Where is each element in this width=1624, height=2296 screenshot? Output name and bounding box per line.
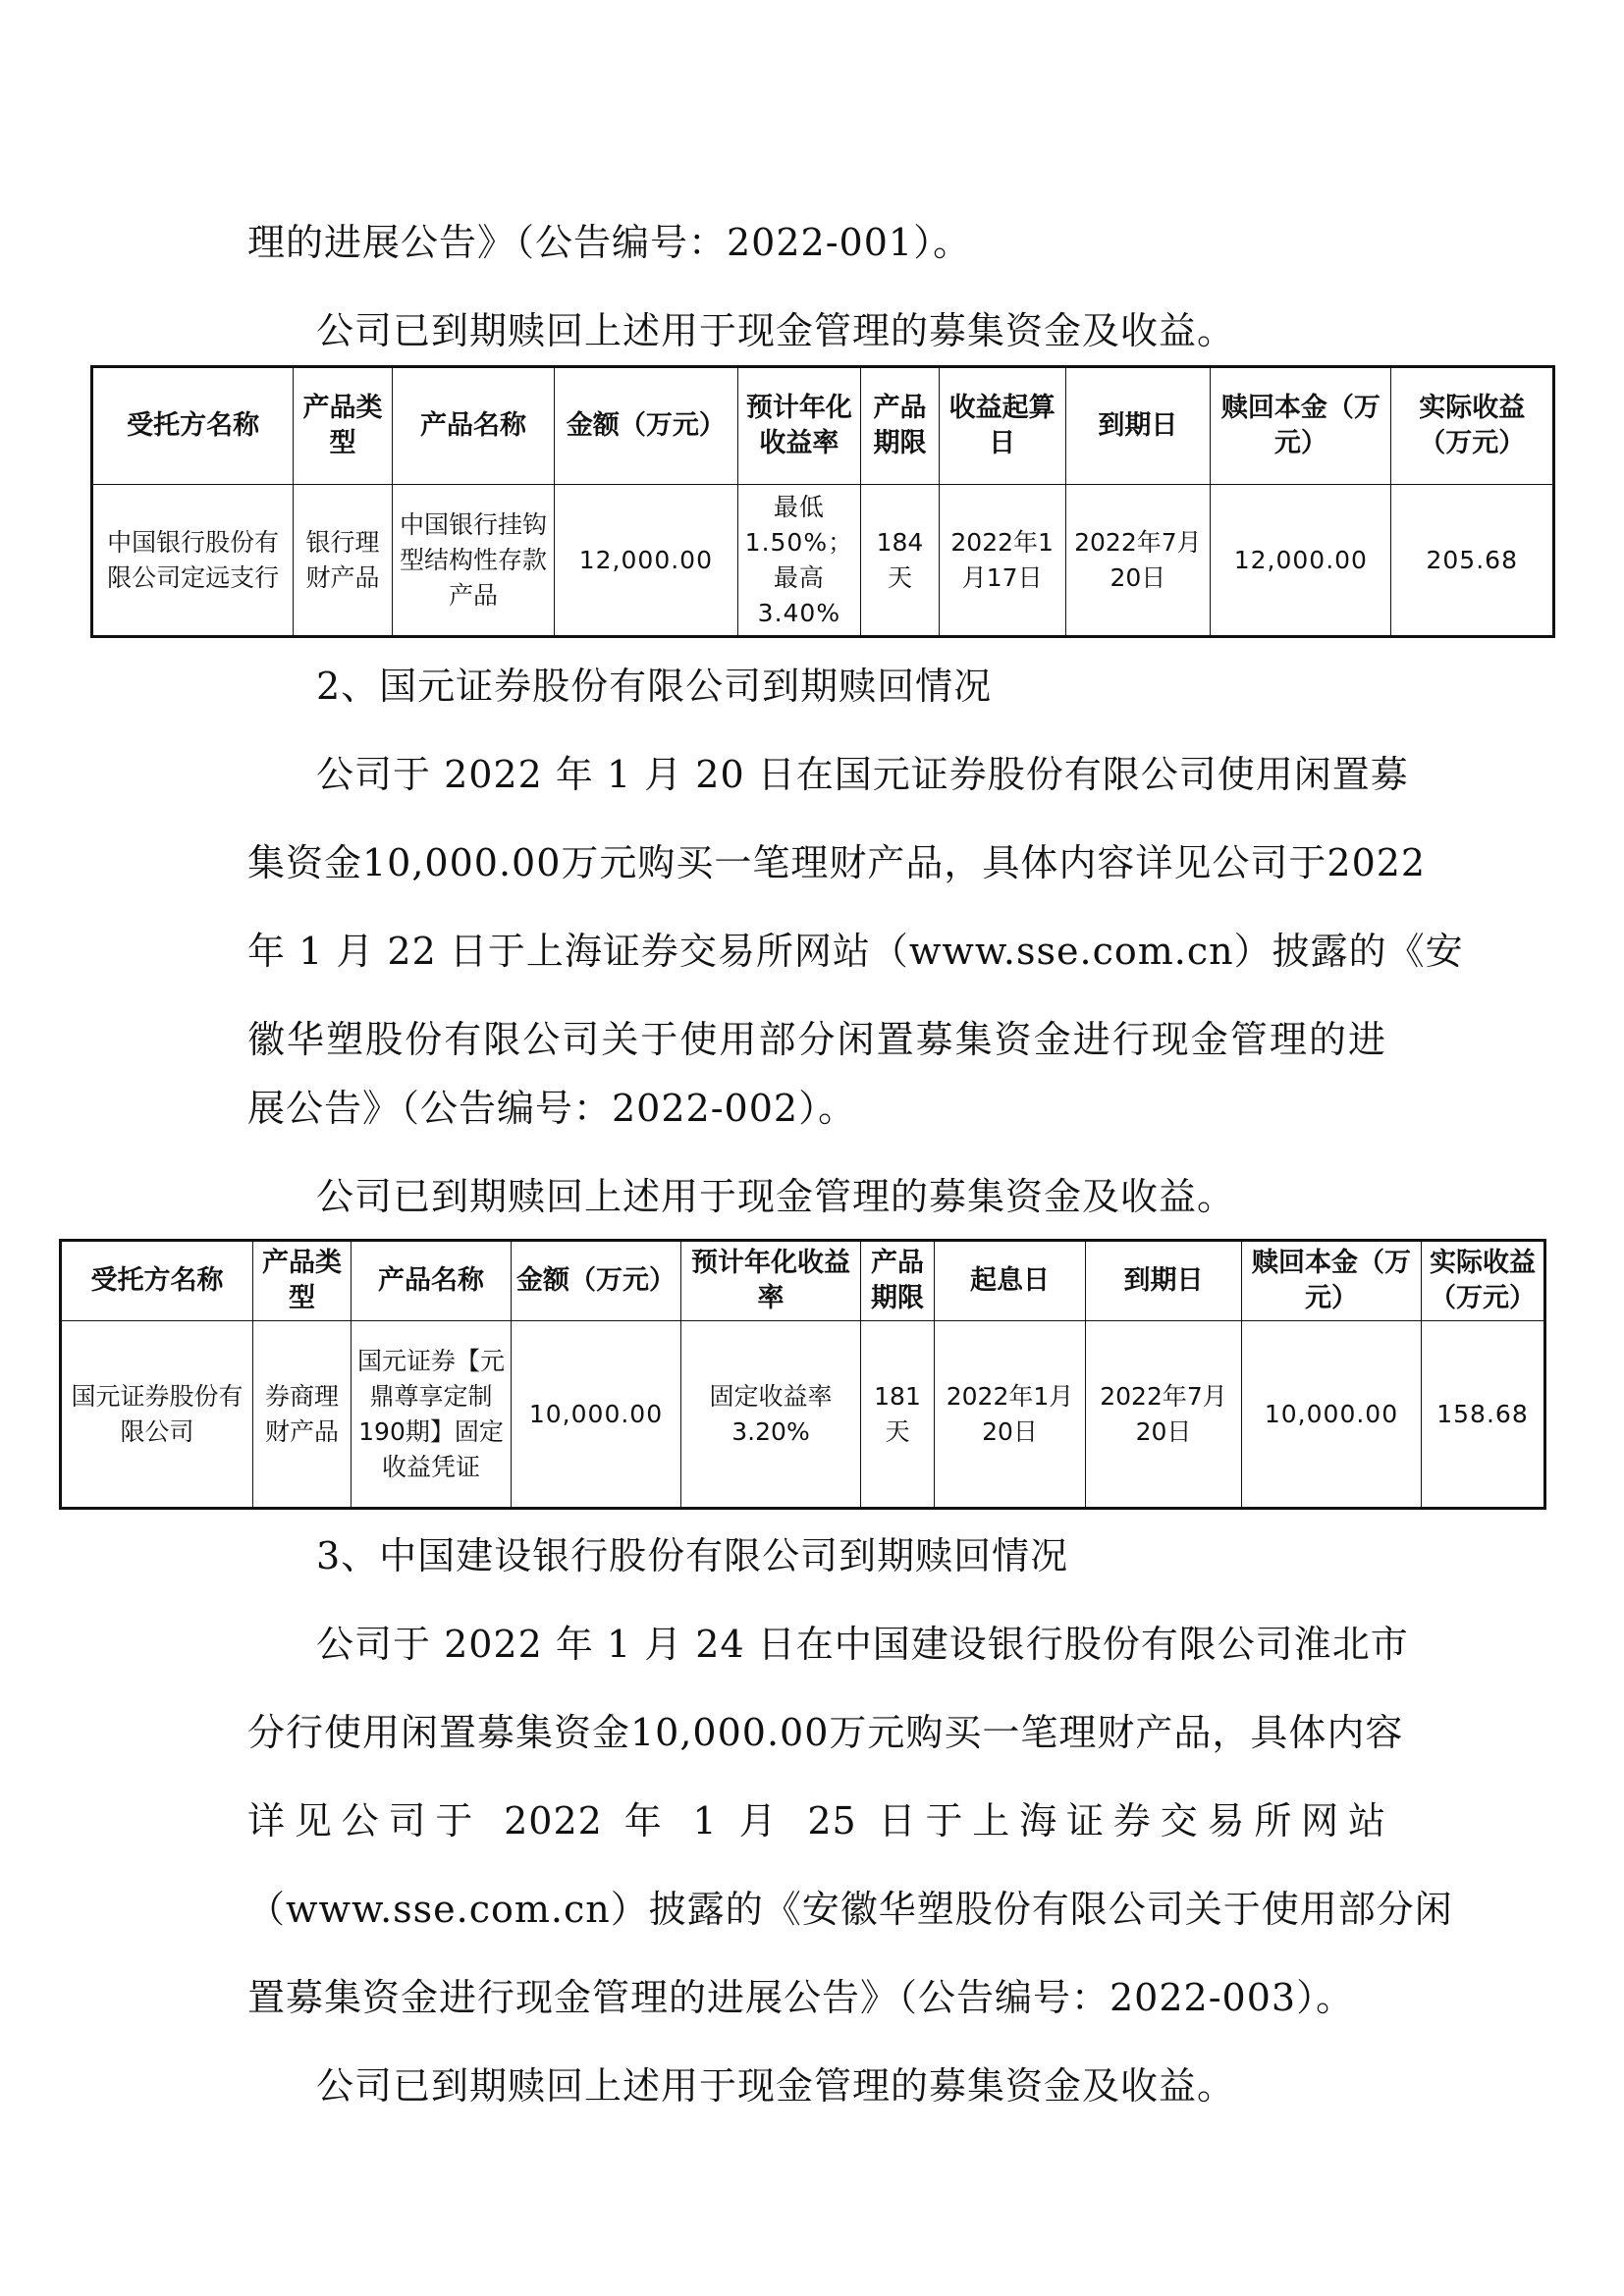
table2-header: 产品期限 (861, 1241, 935, 1321)
table-row (61, 1321, 1545, 1509)
table1-cell-trustee: 中国银行股份有限公司定远支行 (92, 485, 294, 637)
section3-paragraph-line: 分行使用闲置募集资金10,000.00万元购买一笔理财产品，具体内容 (247, 1711, 1404, 1754)
table1-cell-principal: 12,000.00 (1211, 485, 1391, 637)
table1-header: 预计年化收益率 (737, 367, 861, 485)
table2-cell-rate: 固定收益率3.20% (681, 1321, 861, 1509)
table1-header: 收益起算日 (939, 367, 1065, 485)
table1-cell-income: 205.68 (1391, 485, 1554, 637)
table2-cell-end-date: 2022年7月20日 (1086, 1321, 1242, 1509)
section3-closing: 公司已到期赎回上述用于现金管理的募集资金及收益。 (316, 2064, 1236, 2108)
table1-header: 产品名称 (392, 367, 554, 485)
table2-cell-type: 券商理财产品 (253, 1321, 352, 1509)
para0-line1: 理的进展公告》（公告编号：2022-001）。 (247, 221, 972, 264)
section2-paragraph-line: 徽华塑股份有限公司关于使用部分闲置募集资金进行现金管理的进 (247, 1018, 1386, 1061)
table2-cell-start-date: 2022年1月20日 (935, 1321, 1086, 1509)
table1-header: 产品类型 (294, 367, 393, 485)
table1-cell-amount: 12,000.00 (555, 485, 737, 637)
section3-paragraph-line: 详见公司于 2022 年 1 月 25 日于上海证券交易所网站 (247, 1799, 1386, 1842)
table2-cell-trustee: 国元证券股份有限公司 (61, 1321, 253, 1509)
table2-header: 受托方名称 (61, 1241, 253, 1321)
table1-cell-start-date: 2022年1月17日 (939, 485, 1065, 637)
table1-header: 到期日 (1065, 367, 1211, 485)
table2-cell-principal: 10,000.00 (1242, 1321, 1422, 1509)
table2-header: 金额（万元） (512, 1241, 681, 1321)
table2-header: 起息日 (935, 1241, 1086, 1321)
table1-header: 赎回本金（万元） (1211, 367, 1391, 485)
section3-paragraph-line: （www.sse.com.cn）披露的《安徽华塑股份有限公司关于使用部分闲 (247, 1888, 1453, 1931)
table2-cell-term: 181天 (861, 1321, 935, 1509)
table1-cell-product: 中国银行挂钩型结构性存款产品 (392, 485, 554, 637)
section2-heading: 2、国元证券股份有限公司到期赎回情况 (316, 665, 993, 708)
table1-header: 产品期限 (861, 367, 940, 485)
table2-header: 到期日 (1086, 1241, 1242, 1321)
table2-header: 产品名称 (352, 1241, 512, 1321)
table1-cell-type: 银行理财产品 (294, 485, 393, 637)
table2-cell-amount: 10,000.00 (512, 1321, 681, 1509)
section2-paragraph-line: 年 1 月 22 日于上海证券交易所网站（www.sse.com.cn）披露的《安 (247, 930, 1464, 973)
table1-header: 金额（万元） (555, 367, 737, 485)
section2-closing: 公司已到期赎回上述用于现金管理的募集资金及收益。 (316, 1175, 1236, 1218)
table-row (92, 485, 1554, 637)
table2-header-row (61, 1241, 1545, 1321)
table1-cell-term: 184天 (861, 485, 940, 637)
table1-cell-end-date: 2022年7月20日 (1065, 485, 1211, 637)
section3-paragraph-line: 置募集资金进行现金管理的进展公告》（公告编号：2022-003）。 (247, 1976, 1355, 2019)
table1-cell-rate: 最低1.50%；最高3.40% (737, 485, 861, 637)
para0-line2: 公司已到期赎回上述用于现金管理的募集资金及收益。 (316, 309, 1236, 352)
table2-header: 实际收益（万元） (1422, 1241, 1545, 1321)
section3-heading: 3、中国建设银行股份有限公司到期赎回情况 (316, 1534, 1069, 1577)
table2-cell-product: 国元证券【元鼎尊享定制190期】固定收益凭证 (352, 1321, 512, 1509)
table2-header: 赎回本金（万元） (1242, 1241, 1422, 1321)
table1-header: 实际收益（万元） (1391, 367, 1554, 485)
redemption-table-2 (59, 1239, 1546, 1510)
table2-header: 产品类型 (253, 1241, 352, 1321)
section2-paragraph-line: 公司于 2022 年 1 月 20 日在国元证券股份有限公司使用闲置募 (316, 753, 1409, 796)
table1-header-row (92, 367, 1554, 485)
table2-header: 预计年化收益率 (681, 1241, 861, 1321)
table1-header: 受托方名称 (92, 367, 294, 485)
redemption-table-1 (90, 365, 1555, 638)
section2-paragraph-line: 集资金10,000.00万元购买一笔理财产品，具体内容详见公司于2022 (247, 841, 1427, 884)
section2-paragraph-line: 展公告》（公告编号：2022-002）。 (247, 1087, 857, 1130)
section3-paragraph-line: 公司于 2022 年 1 月 24 日在中国建设银行股份有限公司淮北市 (316, 1623, 1409, 1666)
table2-cell-income: 158.68 (1422, 1321, 1545, 1509)
